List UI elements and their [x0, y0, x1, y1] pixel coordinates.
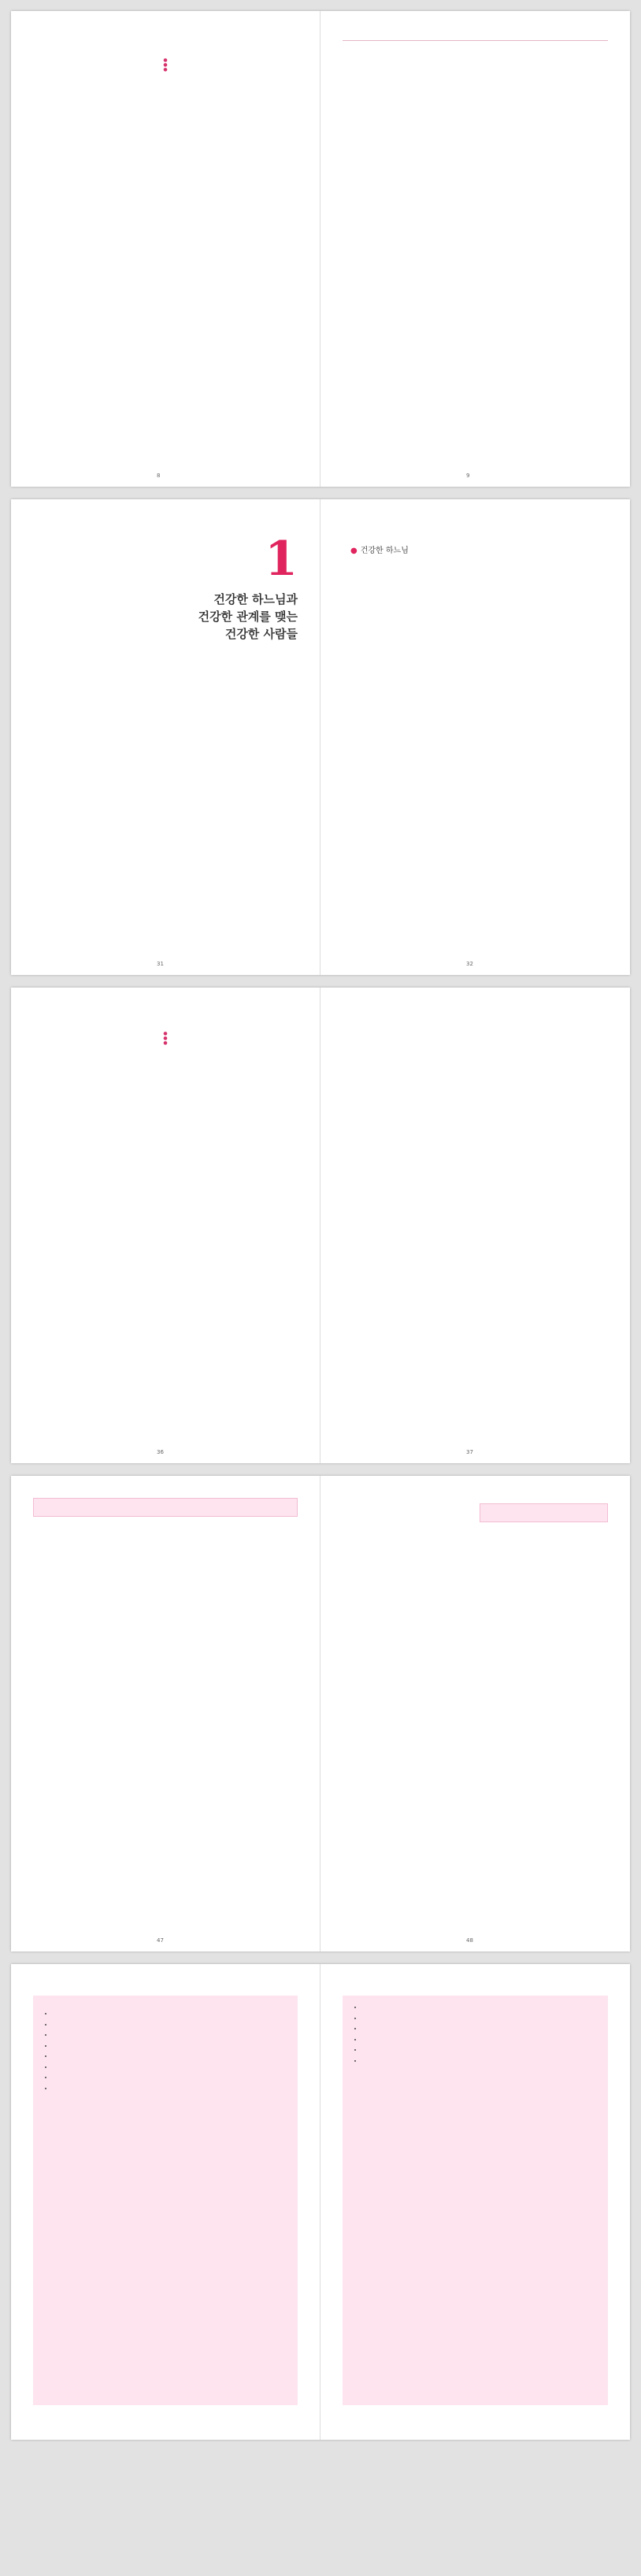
- two-column-body: [33, 1525, 298, 1530]
- page-number: 32: [466, 961, 473, 967]
- page-left: [11, 1476, 320, 1951]
- list-item: [54, 2010, 287, 2018]
- two-column-body: [343, 1498, 608, 1530]
- column: [33, 1525, 161, 1530]
- list-item: [363, 2046, 597, 2055]
- summary-list: [44, 2010, 287, 2092]
- list-item: [54, 2074, 287, 2082]
- spread-4: [11, 1476, 630, 1951]
- page-right: [320, 1964, 630, 2440]
- chapter-number: 1: [265, 532, 298, 587]
- ornament-dots-icon: ● ● ●: [163, 57, 168, 72]
- column: [480, 1498, 609, 1530]
- summary-box: [33, 1996, 298, 2405]
- column: [343, 1498, 472, 1530]
- spread-5: [11, 1964, 630, 2440]
- summary-box: [343, 1996, 608, 2405]
- page-number: 48: [466, 1937, 473, 1944]
- page-right: [320, 499, 630, 975]
- page-right: [320, 988, 630, 1463]
- spread-3: [11, 988, 630, 1463]
- page-left: [11, 499, 320, 975]
- chapter-title: [33, 591, 298, 643]
- page-number: 31: [157, 961, 164, 967]
- ornament-dots-icon: ● ● ●: [163, 1031, 168, 1046]
- divider: [343, 40, 608, 41]
- page-right: [320, 11, 630, 487]
- page-number: 36: [157, 1449, 164, 1455]
- list-item: [363, 2036, 597, 2044]
- page-number: 37: [466, 1449, 473, 1455]
- list-item: [54, 2031, 287, 2040]
- list-item: [363, 2025, 597, 2033]
- page-right: [320, 1476, 630, 1951]
- page-left: [11, 988, 320, 1463]
- list-item: [363, 2014, 597, 2023]
- chapter-title-line: 건강한 하느님과: [213, 592, 298, 606]
- callout-box: [33, 1498, 298, 1517]
- bullet-icon: ●: [350, 547, 358, 555]
- callout-box: [480, 1503, 609, 1522]
- section-title-text: 건강한 하느님: [360, 547, 409, 555]
- chapter-title-line: 건강한 관계를 맺는: [198, 610, 298, 624]
- column: [169, 1525, 298, 1530]
- page-number: 8: [157, 473, 161, 479]
- list-item: [363, 2057, 597, 2066]
- page-number: 47: [157, 1937, 164, 1944]
- list-item: [54, 2042, 287, 2051]
- list-item: [54, 2085, 287, 2093]
- page-number: 9: [466, 473, 470, 479]
- page-left: [11, 1964, 320, 2440]
- spread-1: [11, 11, 630, 487]
- spread-2: [11, 499, 630, 975]
- list-item: [54, 2021, 287, 2029]
- list-item: [363, 2003, 597, 2012]
- list-item: [54, 2063, 287, 2072]
- chapter-title-line: 건강한 사람들: [224, 627, 298, 641]
- section-title: [350, 543, 608, 555]
- summary-list: [354, 2003, 597, 2065]
- list-item: [54, 2052, 287, 2061]
- page-left: [11, 11, 320, 487]
